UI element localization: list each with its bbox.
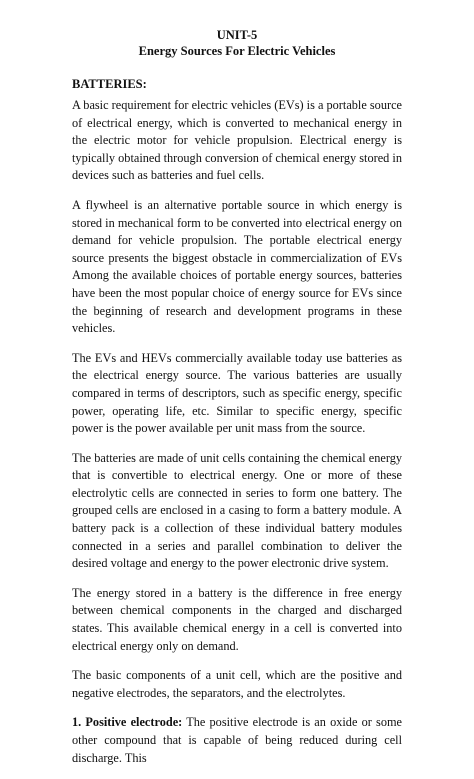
paragraph-energy-stored: The energy stored in a battery is the difference in free energy between chemical components in the charged and discharged states. This available chemical energy in a cell is converted into electrical energy only on demand. bbox=[72, 585, 402, 653]
document-content bbox=[72, 27, 402, 779]
paragraph-ev-requirement: A basic requirement for electric vehicles (EVs) is a portable source of electrical energy, which is converted to mechanical energy in the electric motor for vehicle propulsion. Electrical energy is typically obtained through conversion of chemical energy stored in devices such as batteries and fuel cells. bbox=[72, 98, 402, 183]
section-heading-batteries: BATTERIES: bbox=[72, 77, 147, 91]
paragraph-positive-electrode bbox=[72, 714, 402, 767]
paragraph-unit-cells: The batteries are made of unit cells containing the chemical energy that is convertible to electrical energy. One or more of these electrolytic cells are connected in series to form one battery. The grouped cells are enclosed in a casing to form a battery module. A battery pack is a collection of these individual battery modules connected in a series and parallel combination to deliver the desired voltage and energy to the power electronic drive system. bbox=[72, 450, 402, 571]
paragraph-basic-components: The basic components of a unit cell, which are the positive and negative electrodes, the separators, and the electrolytes. bbox=[72, 668, 402, 700]
paragraph-evs-hevs: The EVs and HEVs commercially available today use batteries as the electrical energy source. The various batteries are usually compared in terms of descriptors, such as specific energy, specific power, operating life, etc. Similar to specific energy, specific power is the power available per unit mass from the source. bbox=[72, 350, 402, 436]
paragraph-flywheel: A flywheel is an alternative portable source in which energy is stored in mechanical form to be converted into electrical energy on demand for vehicle propulsion. The portable electrical energy source presents the biggest obstacle in commercialization of EVs Among the available choices of portable energy sources, batteries have been the most popular choice of energy source for EVs since the beginning of research and development programs in these vehicles. bbox=[72, 197, 402, 336]
positive-electrode-text: The positive electrode is an oxide or some other compound that is capable of being reduced during cell discharge. This bbox=[72, 715, 402, 765]
positive-electrode-label: 1. Positive electrode: bbox=[72, 715, 183, 730]
document-title: Energy Sources For Electric Vehicles bbox=[138, 44, 336, 58]
unit-heading: UNIT-5 bbox=[216, 28, 258, 42]
